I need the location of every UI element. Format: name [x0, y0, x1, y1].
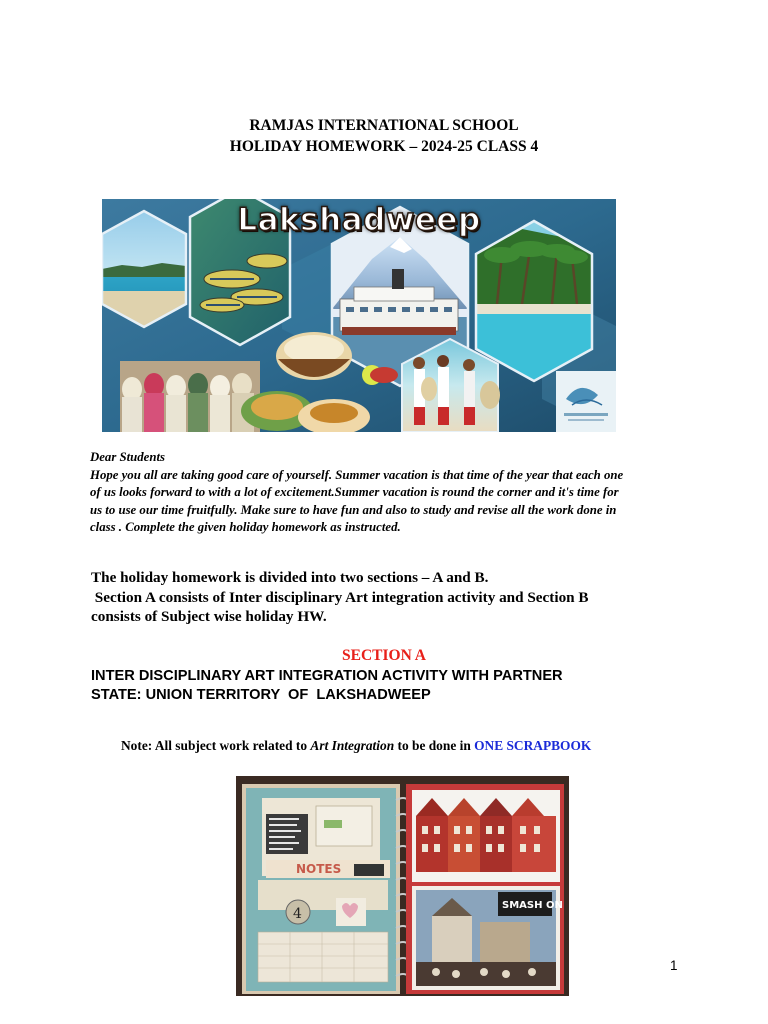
- section-a-title: SECTION A: [342, 647, 426, 664]
- letter-line: of us looks forward to with a lot of excitement.Summer vacation is round the corner and it's time for: [90, 485, 619, 499]
- note-middle: to be done in: [394, 738, 475, 753]
- intro-line: The holiday homework is divided into two sections – A and B.: [91, 569, 489, 586]
- scrapbook-note: [121, 738, 591, 754]
- banner-title: Lakshadweep: [237, 202, 481, 238]
- section-a-subtitle: [91, 667, 691, 704]
- notes-label: NOTES: [296, 862, 342, 876]
- school-name: RAMJAS INTERNATIONAL SCHOOL: [249, 117, 519, 134]
- letter-greeting: Dear Students: [90, 450, 166, 464]
- section-a-subtitle-line: INTER DISCIPLINARY ART INTEGRATION ACTIVITY WITH PARTNER: [91, 668, 563, 684]
- intro-line: Section A consists of Inter disciplinary Art integration activity and Section B: [91, 589, 589, 606]
- page-number: 1: [670, 958, 678, 973]
- scrapbook-photo: [236, 776, 569, 996]
- letter-line: class . Complete the given holiday homework as instructed.: [90, 520, 401, 534]
- letter-line: us to use our time fruitfully. Make sure to have fun and also to study and revise all the work done in: [90, 502, 617, 517]
- intro-line: consists of Subject wise holiday HW.: [91, 608, 327, 625]
- note-highlight: ONE SCRAPBOOK: [474, 738, 592, 753]
- section-a-subtitle-line: STATE: UNION TERRITORY OF LAKSHADWEEP: [91, 686, 431, 703]
- note-italic: Art Integration: [310, 738, 395, 753]
- lakshadweep-banner-image: [102, 199, 616, 432]
- scrapbook-number: 4: [293, 906, 302, 922]
- note-prefix: Note: All subject work related to: [121, 738, 311, 753]
- smash-label: SMASH ON: [502, 900, 563, 911]
- letter-line: Hope you all are taking good care of yourself. Summer vacation is that time of the year that each one: [90, 467, 624, 482]
- homework-title: HOLIDAY HOMEWORK – 2024-25 CLASS 4: [229, 138, 539, 155]
